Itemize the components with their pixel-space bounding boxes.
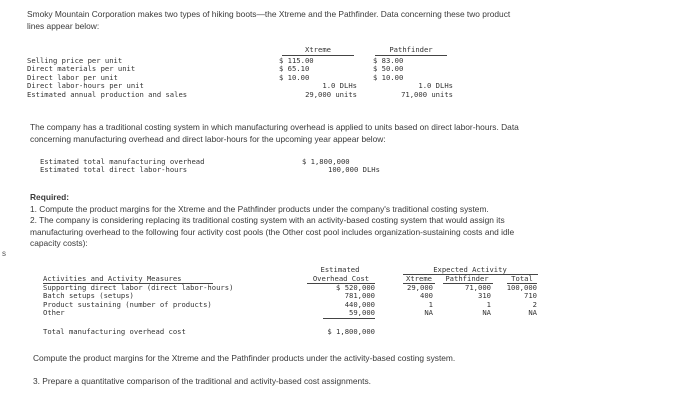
pathfinder-supporting-labor: 71,000 [465,283,491,292]
overhead-value-total-mfg: $ 1,800,000 [302,157,350,166]
header-pathfinder: Pathfinder [389,45,433,54]
header-overhead-cost: Overhead Cost [312,274,370,283]
total-other: NA [528,308,537,318]
xtreme-dlh: 1.0 DLHs [322,81,357,91]
xtreme-other: NA [424,308,433,318]
row-label-selling-price: Selling price per unit [27,56,123,65]
cost-total-rule [323,318,375,319]
activity-xtreme [399,284,433,318]
xtreme-selling-price: $ 115.00 [279,56,314,65]
overhead-label-total-mfg: Estimated total manufacturing overhead [40,157,205,166]
pathfinder-production: 71,000 units [401,89,453,99]
total-product-sustaining: 2 [532,299,537,309]
required-item-2-line-2: manufacturing overhead to the following four activity cost pools (the Other cost pool includes organization-sustaining costs and idle [30,226,515,237]
xtreme-production: 29,000 units [305,89,357,99]
activity-label-supporting-labor: Supporting direct labor (direct labor-hours) [43,283,234,292]
intro-paragraph [27,9,687,32]
row-label-direct-materials: Direct materials per unit [27,64,136,74]
xtreme-direct-materials: $ 65.10 [279,64,310,74]
pathfinder-selling-price: $ 83.00 [373,56,404,65]
pathfinder-other: NA [482,308,491,318]
intro-line-1: Smoky Mountain Corporation makes two types of hiking boots—the Xtreme and the Pathfinder. Data concerning these two product [27,9,511,19]
activity-label-other: Other [43,308,65,318]
row-label-production: Estimated annual production and sales [27,89,188,99]
header-total-activity: Total [511,274,533,283]
cost-other: 59,000 [349,308,375,318]
edge-mark: s [2,249,6,258]
header-pathfinder-activity: Pathfinder [445,274,489,283]
header-xtreme-activity: Xtreme [406,274,432,283]
header-activities-label: Activities and Activity Measures [43,274,182,283]
header-estimated: Estimated [320,265,360,274]
required-item-2-line-3: capacity costs): [30,238,88,248]
tail-line-1: Compute the product margins for the Xtreme and the Pathfinder products under the activity-based costing system. [33,353,456,363]
traditional-line-1: The company has a traditional costing system in which manufacturing overhead is applied to units based on direct labor-hours. Data [30,122,519,132]
xtreme-direct-labor: $ 10.00 [279,72,310,82]
overhead-label-total-dlh: Estimated total direct labor-hours [40,165,188,175]
required-item-1: 1. Compute the product margins for the Xtreme and the Pathfinder products under the company's traditional costing system. [30,203,489,214]
tail-line-2: 3. Prepare a quantitative comparison of the traditional and activity-based cost assignments. [33,376,371,386]
total-overhead-cost: $ 1,800,000 [327,327,375,336]
pathfinder-direct-labor: $ 10.00 [373,72,404,82]
overhead-value-total-dlh: 100,000 DLHs [328,165,380,175]
xtreme-supporting-labor: 29,000 [407,283,433,292]
activity-label-batch-setups: Batch setups (setups) [43,291,134,301]
activity-costs [305,284,375,318]
total-overhead-label: Total manufacturing overhead cost [43,327,186,336]
pathfinder-direct-materials: $ 50.00 [373,64,404,74]
required-section [30,192,690,250]
total-batch-setups: 710 [524,291,537,301]
product-data-table [27,44,467,114]
traditional-costing-paragraph [30,122,690,145]
cost-batch-setups: 781,000 [344,291,375,301]
row-label-direct-labor-hours: Direct labor-hours per unit [27,81,144,91]
pathfinder-dlh: 1.0 DLHs [418,81,453,91]
total-supporting-labor: 100,000 [506,283,537,292]
pathfinder-product-sustaining: 1 [486,299,491,309]
activity-cost-pool-table [43,266,563,342]
header-expected-activity: Expected Activity [433,265,507,274]
traditional-line-2: concerning manufacturing overhead and direct labor-hours for the upcoming year appear below: [30,133,386,144]
intro-line-2: lines appear below: [27,20,100,31]
cost-product-sustaining: 440,000 [344,299,375,309]
header-xtreme: Xtreme [305,45,331,54]
activity-label-product-sustaining: Product sustaining (number of products) [43,299,212,309]
required-item-2-line-1: 2. The company is considering replacing its traditional costing system with an activity-based costing system that would assign its [30,215,505,225]
activity-total [501,284,537,318]
cost-supporting-labor: $ 520,000 [336,283,375,292]
product-table-labels [27,57,187,99]
activity-labels [43,284,233,318]
required-heading: Required: [30,192,70,202]
pathfinder-batch-setups: 310 [478,291,491,301]
xtreme-values [277,57,357,99]
xtreme-batch-setups: 400 [420,291,433,301]
pathfinder-values [371,57,453,99]
row-label-direct-labor: Direct labor per unit [27,72,118,82]
activity-pathfinder [455,284,491,318]
xtreme-product-sustaining: 1 [428,299,433,309]
